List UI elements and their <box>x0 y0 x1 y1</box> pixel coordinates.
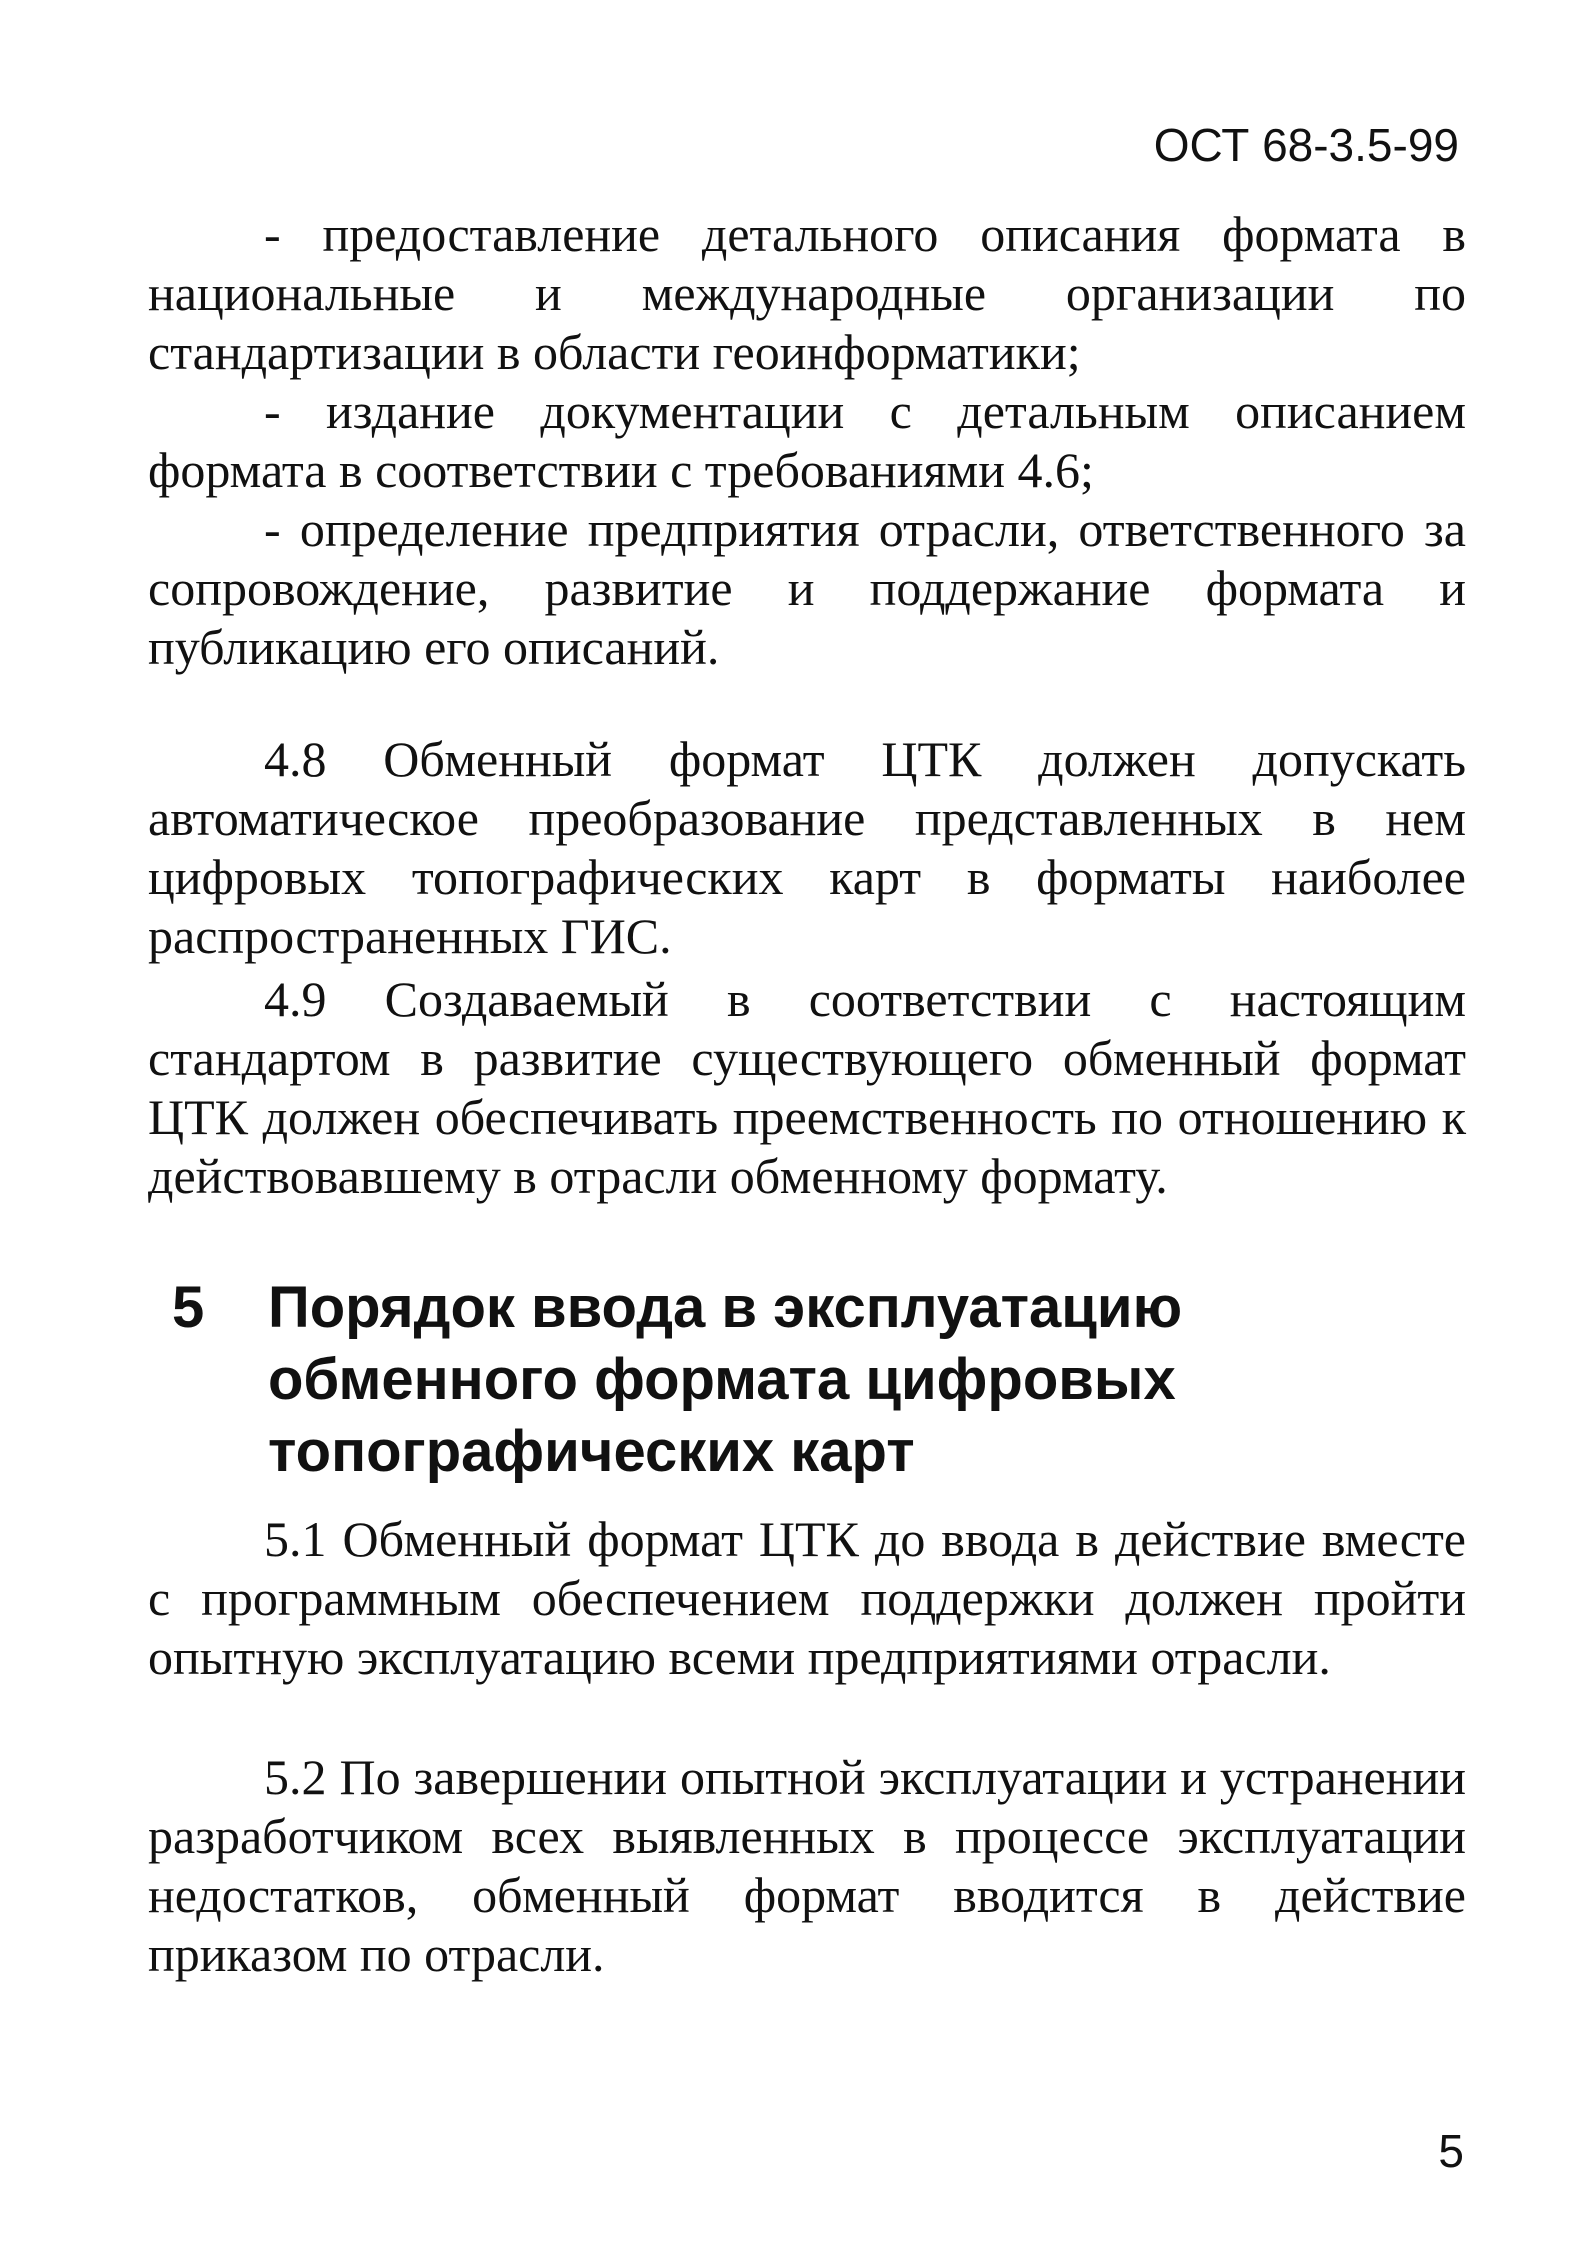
section-title-line: обменного формата цифровых <box>268 1347 1176 1412</box>
list-block <box>148 205 1466 677</box>
section-number: 5 <box>172 1275 205 1340</box>
section-heading <box>172 1272 1468 1488</box>
paragraph-5-2 <box>148 1748 1466 1984</box>
paragraph-text: 5.2 По завершении опытной эксплуатации и устранении разработчиком всех выявленных в процессе эксплуатации недостатков, обменный формат вводится в действие приказом по отрасли. <box>148 1749 1466 1982</box>
paragraph-text: 5.1 Обменный формат ЦТК до ввода в действие вместе с программным обеспечением поддержки должен пройти опытную эксплуатацию всеми предприятиями отрасли. <box>148 1511 1466 1685</box>
section-title-line: Порядок ввода в эксплуатацию <box>268 1275 1183 1340</box>
list-item: - предоставление детального описания формата в национальные и международные организации по стандартизации в области геоинформатики; <box>148 206 1466 380</box>
paragraph-5-1 <box>148 1510 1466 1687</box>
section-title-line: топографических карт <box>268 1419 915 1484</box>
document-code: ОСТ 68-3.5-99 <box>1153 119 1459 171</box>
paragraph-4-8 <box>148 730 1466 966</box>
paragraph-4-9 <box>148 970 1466 1206</box>
page-number: 5 <box>1438 2125 1464 2177</box>
list-item: - издание документации с детальным описанием формата в соответствии с требованиями 4.6; <box>148 383 1466 498</box>
paragraph-text: 4.9 Создаваемый в соответствии с настоящим стандартом в развитие существующего обменный формат ЦТК должен обеспечивать преемственность по отношению к действовавшему в отрасли обменному формату. <box>148 971 1466 1204</box>
list-item: - определение предприятия отрасли, ответственного за сопровождение, развитие и поддержание формата и публикацию его описаний. <box>148 501 1466 675</box>
paragraph-text: 4.8 Обменный формат ЦТК должен допускать автоматическое преобразование представленных в нем цифровых топографических карт в форматы наиболее распространенных ГИС. <box>148 731 1466 964</box>
